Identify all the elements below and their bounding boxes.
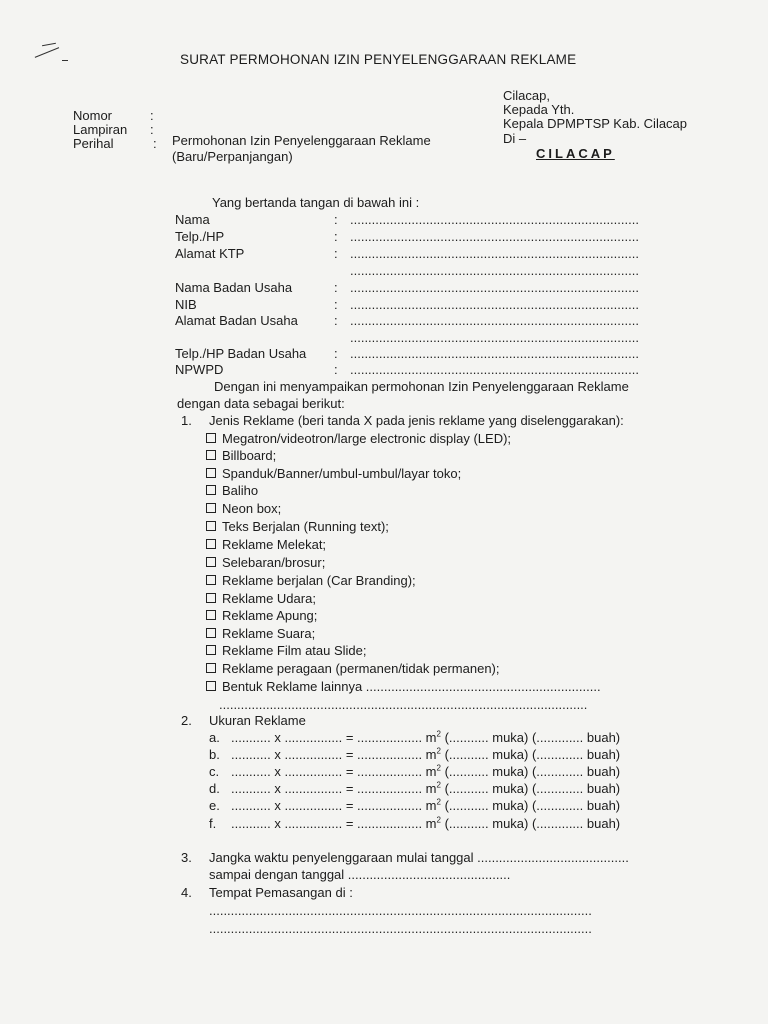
field-label-telp: Telp./HP (175, 229, 225, 244)
size-row[interactable] (209, 798, 620, 814)
checkbox-item[interactable] (206, 643, 367, 659)
nomor-colon: : (150, 108, 154, 123)
checkbox-label: Reklame berjalan (Car Branding); (222, 573, 416, 588)
checkbox-item[interactable] (206, 573, 416, 589)
checkbox-icon[interactable] (206, 663, 216, 673)
size-row-tail[interactable]: (........... muka) (............. buah) (440, 816, 621, 831)
section-2-number: 2. (181, 713, 192, 728)
place-date: Cilacap, (503, 88, 550, 103)
pen-scratch-mark (62, 60, 68, 61)
perihal-label: Perihal (73, 136, 114, 151)
perihal-colon: : (153, 136, 157, 151)
section-1-heading: Jenis Reklame (beri tanda X pada jenis reklame yang diselenggarakan): (209, 413, 624, 428)
checkbox-label: Reklame Film atau Slide; (222, 643, 367, 658)
size-row-letter: c. (209, 764, 220, 779)
field-dots-alamat-ktp[interactable]: ................................................................................ (350, 246, 639, 261)
field-colon: : (334, 346, 338, 361)
size-row-tail[interactable]: (........... muka) (............. buah) (440, 747, 621, 762)
recipient-line-2: Kepala DPMPTSP Kab. Cilacap (503, 116, 688, 131)
checkbox-label: Reklame Suara; (222, 626, 316, 641)
size-row[interactable] (209, 764, 620, 780)
size-row-tail[interactable]: (........... muka) (............. buah) (440, 764, 621, 779)
checkbox-label: Spanduk/Banner/umbul-umbul/layar toko; (222, 466, 462, 481)
checkbox-item[interactable] (206, 483, 258, 499)
field-dots-nib[interactable]: ................................................................................ (350, 297, 639, 312)
checkbox-label: Neon box; (222, 501, 282, 516)
checkbox-icon[interactable] (206, 628, 216, 638)
size-row-letter: b. (209, 747, 220, 762)
field-colon: : (334, 362, 338, 377)
checkbox-item[interactable] (206, 519, 389, 535)
size-row-dims[interactable]: ........... x ................ = .................. m (231, 816, 437, 831)
checkbox-icon[interactable] (206, 468, 216, 478)
nomor-label: Nomor (73, 108, 113, 123)
checkbox-label: Reklame Melekat; (222, 537, 327, 552)
perihal-line-2: (Baru/Perpanjangan) (172, 149, 293, 164)
field-dots-telp[interactable]: ................................................................................ (350, 229, 639, 244)
checkbox-icon[interactable] (206, 450, 216, 460)
field-colon: : (334, 246, 338, 261)
field-dots-alamat-badan-usaha-2[interactable]: ................................................................................ (350, 330, 639, 345)
size-row-sup: 2 (436, 815, 441, 825)
checkbox-icon[interactable] (206, 681, 216, 691)
size-row-tail[interactable]: (........... muka) (............. buah) (440, 781, 621, 796)
checkbox-label: Baliho (222, 483, 259, 498)
checkbox-icon[interactable] (206, 433, 216, 443)
checkbox-label: Megatron/videotron/large electronic display (LED); (222, 431, 512, 446)
recipient-line-1: Kepada Yth. (503, 102, 575, 117)
checkbox-icon[interactable] (206, 485, 216, 495)
field-colon: : (334, 313, 338, 328)
checkbox-item[interactable] (206, 537, 326, 553)
checkbox-item[interactable] (206, 591, 316, 607)
field-label-npwpd: NPWPD (175, 362, 224, 377)
field-label-nama-badan-usaha: Nama Badan Usaha (175, 280, 293, 295)
field-dots-npwpd[interactable]: ................................................................................ (350, 362, 639, 377)
section-3-line-1[interactable]: Jangka waktu penyelenggaraan mulai tanggal .......................................... (209, 850, 629, 865)
checkbox-icon[interactable] (206, 539, 216, 549)
checkbox-item[interactable] (206, 466, 461, 482)
size-row-letter: f. (209, 816, 217, 831)
checkbox-icon[interactable] (206, 575, 216, 585)
size-row[interactable] (209, 816, 620, 832)
checkbox-label: Teks Berjalan (Running text); (222, 519, 389, 534)
size-row-letter: e. (209, 798, 220, 813)
paragraph-line-2: dengan data sebagai berikut: (177, 396, 345, 411)
section-1-number: 1. (181, 413, 192, 428)
recipient-city: CILACAP (536, 146, 615, 161)
size-row[interactable] (209, 781, 620, 797)
size-row-sup: 2 (436, 797, 441, 807)
size-row[interactable] (209, 730, 620, 746)
checkbox-item[interactable] (206, 501, 281, 517)
checkbox-label: Reklame Apung; (222, 608, 318, 623)
field-colon: : (334, 297, 338, 312)
size-row-dims[interactable]: ........... x ................ = .................. m (231, 730, 437, 745)
intro-text: Yang bertanda tangan di bawah ini : (212, 195, 420, 210)
section-4-number: 4. (181, 885, 192, 900)
checkbox-item[interactable] (206, 661, 500, 677)
checkbox-icon[interactable] (206, 610, 216, 620)
size-row-sup: 2 (436, 763, 441, 773)
section-3-line-2[interactable]: sampai dengan tanggal ............................................. (209, 867, 511, 882)
perihal-line-1: Permohonan Izin Penyelenggaraan Reklame (172, 133, 431, 148)
checkbox-label: Selebaran/brosur; (222, 555, 326, 570)
size-row-sup: 2 (436, 746, 441, 756)
size-row[interactable] (209, 747, 620, 763)
size-row-tail[interactable]: (........... muka) (............. buah) (440, 730, 621, 745)
size-row-dims[interactable]: ........... x ................ = .................. m (231, 798, 437, 813)
paragraph-line-1: Dengan ini menyampaikan permohonan Izin Penyelenggaraan Reklame (214, 379, 629, 394)
field-dots-alamat-ktp-2[interactable]: ................................................................................ (350, 263, 639, 278)
checkbox-icon[interactable] (206, 593, 216, 603)
section-3-number: 3. (181, 850, 192, 865)
field-colon: : (334, 229, 338, 244)
field-dots-nama[interactable]: ................................................................................ (350, 212, 639, 227)
field-label-nama: Nama (175, 212, 210, 227)
pen-scratch-mark (35, 47, 60, 58)
other-type-dots[interactable]: ...................................................................................................... (219, 697, 588, 712)
checkbox-icon[interactable] (206, 557, 216, 567)
checkbox-item[interactable] (206, 448, 276, 464)
size-row-dims[interactable]: ........... x ................ = .................. m (231, 781, 437, 796)
field-dots-alamat-badan-usaha[interactable]: ................................................................................ (350, 313, 639, 328)
field-dots-nama-badan-usaha[interactable]: ................................................................................ (350, 280, 639, 295)
checkbox-item[interactable] (206, 608, 317, 624)
checkbox-icon[interactable] (206, 521, 216, 531)
size-row-dims[interactable]: ........... x ................ = .................. m (231, 747, 437, 762)
size-row-letter: a. (209, 730, 220, 745)
section-2-heading: Ukuran Reklame (209, 713, 306, 728)
checkbox-label: Bentuk Reklame lainnya ................................................................. (222, 679, 601, 694)
size-row-sup: 2 (436, 729, 441, 739)
checkbox-label: Billboard; (222, 448, 277, 463)
checkbox-item[interactable] (206, 555, 325, 571)
size-row-sup: 2 (436, 780, 441, 790)
field-colon: : (334, 212, 338, 227)
checkbox-label: Reklame peragaan (permanen/tidak permanen); (222, 661, 500, 676)
section-4-dots-2[interactable]: .......................................................................................................... (209, 921, 592, 936)
lampiran-colon: : (150, 122, 154, 137)
checkbox-item[interactable] (206, 431, 511, 447)
size-row-letter: d. (209, 781, 220, 796)
recipient-line-3: Di – (503, 131, 527, 146)
size-row-tail[interactable]: (........... muka) (............. buah) (440, 798, 621, 813)
checkbox-item[interactable] (206, 679, 601, 695)
checkbox-item[interactable] (206, 626, 315, 642)
size-row-dims[interactable]: ........... x ................ = .................. m (231, 764, 437, 779)
checkbox-icon[interactable] (206, 503, 216, 513)
field-colon: : (334, 280, 338, 295)
field-label-alamat-badan-usaha: Alamat Badan Usaha (175, 313, 298, 328)
field-label-nib: NIB (175, 297, 197, 312)
field-label-alamat-ktp: Alamat KTP (175, 246, 245, 261)
pen-scratch-mark (42, 43, 56, 47)
section-4-heading: Tempat Pemasangan di : (209, 885, 353, 900)
field-dots-telp-badan-usaha[interactable]: ................................................................................ (350, 346, 639, 361)
checkbox-icon[interactable] (206, 645, 216, 655)
section-4-dots-1[interactable]: .......................................................................................................... (209, 903, 592, 918)
checkbox-label: Reklame Udara; (222, 591, 316, 606)
lampiran-label: Lampiran (73, 122, 128, 137)
document-title: SURAT PERMOHONAN IZIN PENYELENGGARAAN REKLAME (180, 52, 577, 67)
field-label-telp-badan-usaha: Telp./HP Badan Usaha (175, 346, 307, 361)
